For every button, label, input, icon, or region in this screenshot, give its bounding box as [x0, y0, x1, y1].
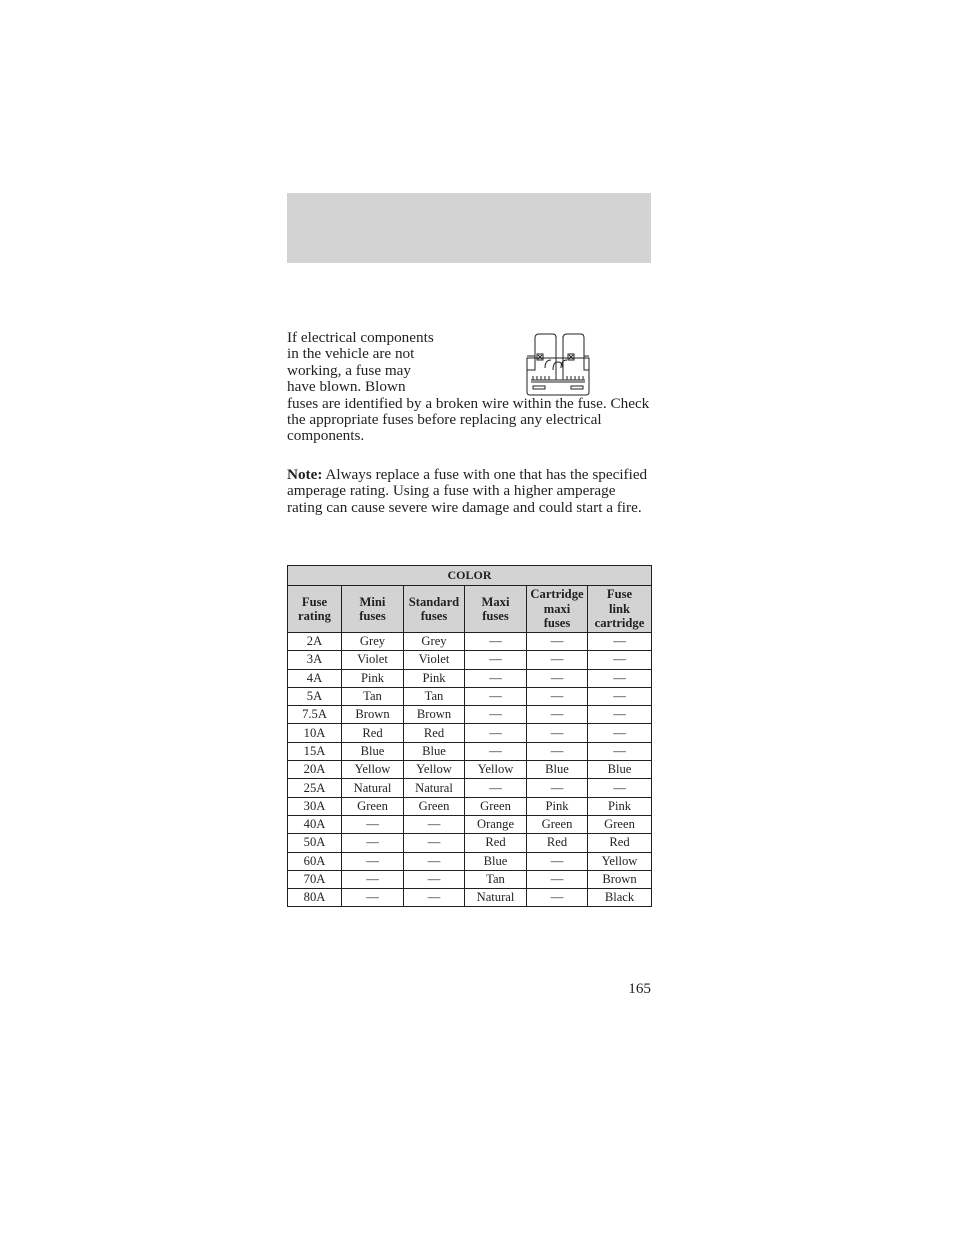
table-cell: Natural [465, 889, 527, 907]
column-header [465, 586, 527, 633]
table-cell: — [465, 779, 527, 797]
table-cell: — [588, 742, 652, 760]
column-header-line: fuses [543, 616, 571, 631]
table-cell: Red [404, 724, 465, 742]
table-cell: Green [342, 797, 404, 815]
table-cell: — [588, 669, 652, 687]
table-cell: Brown [588, 870, 652, 888]
table-cell: Violet [404, 651, 465, 669]
table-group-header-row [288, 566, 652, 586]
table-cell: — [465, 651, 527, 669]
column-header-line: link [609, 601, 631, 616]
table-cell: — [465, 633, 527, 651]
table-row [288, 870, 652, 888]
table-cell: — [527, 742, 588, 760]
column-header-line: Mini [359, 594, 386, 609]
column-header-line: Maxi [481, 594, 510, 609]
table-cell: Natural [342, 779, 404, 797]
table-cell: Yellow [588, 852, 652, 870]
table-cell: Red [465, 834, 527, 852]
table-cell: — [588, 779, 652, 797]
table-row [288, 815, 652, 833]
column-header-line: fuses [482, 609, 509, 623]
intro-text-part2: fuses are identified by a broken wire within the fuse. Check the appropriate fuses before replacing any electrical components. [287, 394, 650, 445]
table-cell: Grey [342, 633, 404, 651]
table-cell: Brown [404, 706, 465, 724]
table-header-row [288, 586, 652, 633]
table-cell: — [588, 706, 652, 724]
table-cell: Red [342, 724, 404, 742]
table-cell: — [465, 687, 527, 705]
intro-text-part1: If electrical components in the vehicle are not working, a fuse may have blown. Blown [287, 329, 434, 396]
table-cell: 10A [288, 724, 342, 742]
table-row [288, 651, 652, 669]
table-cell: Yellow [465, 761, 527, 779]
table-cell: 70A [288, 870, 342, 888]
column-header-line: Standard [408, 594, 460, 609]
table-cell: Blue [342, 742, 404, 760]
table-cell: — [342, 889, 404, 907]
table-cell: 5A [288, 687, 342, 705]
table-cell: 60A [288, 852, 342, 870]
column-header [588, 586, 652, 633]
table-cell: Green [465, 797, 527, 815]
table-cell: — [404, 889, 465, 907]
note-paragraph [287, 467, 651, 516]
column-header-line: maxi [543, 601, 571, 616]
table-row [288, 687, 652, 705]
column-header [527, 586, 588, 633]
table-cell: — [342, 834, 404, 852]
table-row [288, 633, 652, 651]
table-cell: — [588, 724, 652, 742]
column-header [288, 586, 342, 633]
table-cell: 20A [288, 761, 342, 779]
table-row [288, 724, 652, 742]
table-cell: — [404, 815, 465, 833]
table-cell: 4A [288, 669, 342, 687]
table-row [288, 669, 652, 687]
table-row [288, 761, 652, 779]
table-cell: — [527, 687, 588, 705]
color-group-header: COLOR [288, 566, 652, 586]
table-cell: — [342, 852, 404, 870]
page-number: 165 [628, 980, 651, 997]
table-cell: Pink [527, 797, 588, 815]
table-cell: 30A [288, 797, 342, 815]
table-cell: — [527, 852, 588, 870]
table-cell: Orange [465, 815, 527, 833]
table-body [288, 633, 652, 907]
table-cell: Blue [404, 742, 465, 760]
table-cell: Grey [404, 633, 465, 651]
table-cell: — [527, 889, 588, 907]
blade-fuse-icon [523, 332, 593, 396]
table-cell: — [527, 870, 588, 888]
table-cell: 40A [288, 815, 342, 833]
table-cell: — [465, 724, 527, 742]
table-cell: 3A [288, 651, 342, 669]
table-row [288, 779, 652, 797]
table-cell: — [342, 815, 404, 833]
column-header-line: Cartridge [530, 587, 584, 602]
table-cell: — [527, 724, 588, 742]
table-cell: — [404, 870, 465, 888]
table-cell: — [465, 706, 527, 724]
column-header-line: Fuse [301, 594, 328, 609]
note-text: Always replace a fuse with one that has the specified amperage rating. Using a fuse with a higher amperage rating can cause severe wire damage and could start a fire. [287, 466, 648, 516]
table-cell: Red [588, 834, 652, 852]
table-cell: Pink [404, 669, 465, 687]
table-cell: 25A [288, 779, 342, 797]
column-header-line: fuses [359, 609, 386, 623]
table-cell: — [527, 633, 588, 651]
table-cell: Red [527, 834, 588, 852]
table-cell: — [342, 870, 404, 888]
table-cell: — [465, 669, 527, 687]
table-cell: 2A [288, 633, 342, 651]
table-cell: Black [588, 889, 652, 907]
table-cell: Blue [527, 761, 588, 779]
column-header-line: rating [298, 609, 331, 623]
table-row [288, 797, 652, 815]
table-cell: Pink [342, 669, 404, 687]
table-cell: Tan [404, 687, 465, 705]
table-cell: — [404, 852, 465, 870]
table-cell: Violet [342, 651, 404, 669]
table-cell: 50A [288, 834, 342, 852]
table-cell: Natural [404, 779, 465, 797]
table-row [288, 742, 652, 760]
table-cell: — [588, 633, 652, 651]
table-cell: Blue [465, 852, 527, 870]
table-row [288, 834, 652, 852]
table-cell: Brown [342, 706, 404, 724]
table-cell: — [404, 834, 465, 852]
table-cell: Blue [588, 761, 652, 779]
header-band [287, 193, 651, 263]
table-cell: — [527, 706, 588, 724]
table-cell: — [527, 651, 588, 669]
column-header-line: cartridge [594, 616, 645, 631]
table-row [288, 706, 652, 724]
table-row [288, 852, 652, 870]
table-cell: Green [404, 797, 465, 815]
table-cell: — [527, 669, 588, 687]
table-cell: — [588, 687, 652, 705]
column-header [404, 586, 465, 633]
table-cell: 15A [288, 742, 342, 760]
table-cell: 80A [288, 889, 342, 907]
table-cell: — [465, 742, 527, 760]
note-label: Note: [287, 466, 323, 483]
table-cell: 7.5A [288, 706, 342, 724]
intro-paragraph [287, 330, 651, 445]
column-header-line: fuses [420, 609, 448, 623]
table-cell: — [527, 779, 588, 797]
table-cell: Green [527, 815, 588, 833]
fuse-color-table [287, 565, 652, 907]
table-cell: Tan [465, 870, 527, 888]
column-header [342, 586, 404, 633]
table-cell: Yellow [404, 761, 465, 779]
table-cell: Tan [342, 687, 404, 705]
table-cell: Green [588, 815, 652, 833]
table-cell: Yellow [342, 761, 404, 779]
table-row [288, 889, 652, 907]
table-cell: — [588, 651, 652, 669]
table-cell: Pink [588, 797, 652, 815]
column-header-line: Fuse [606, 587, 633, 602]
